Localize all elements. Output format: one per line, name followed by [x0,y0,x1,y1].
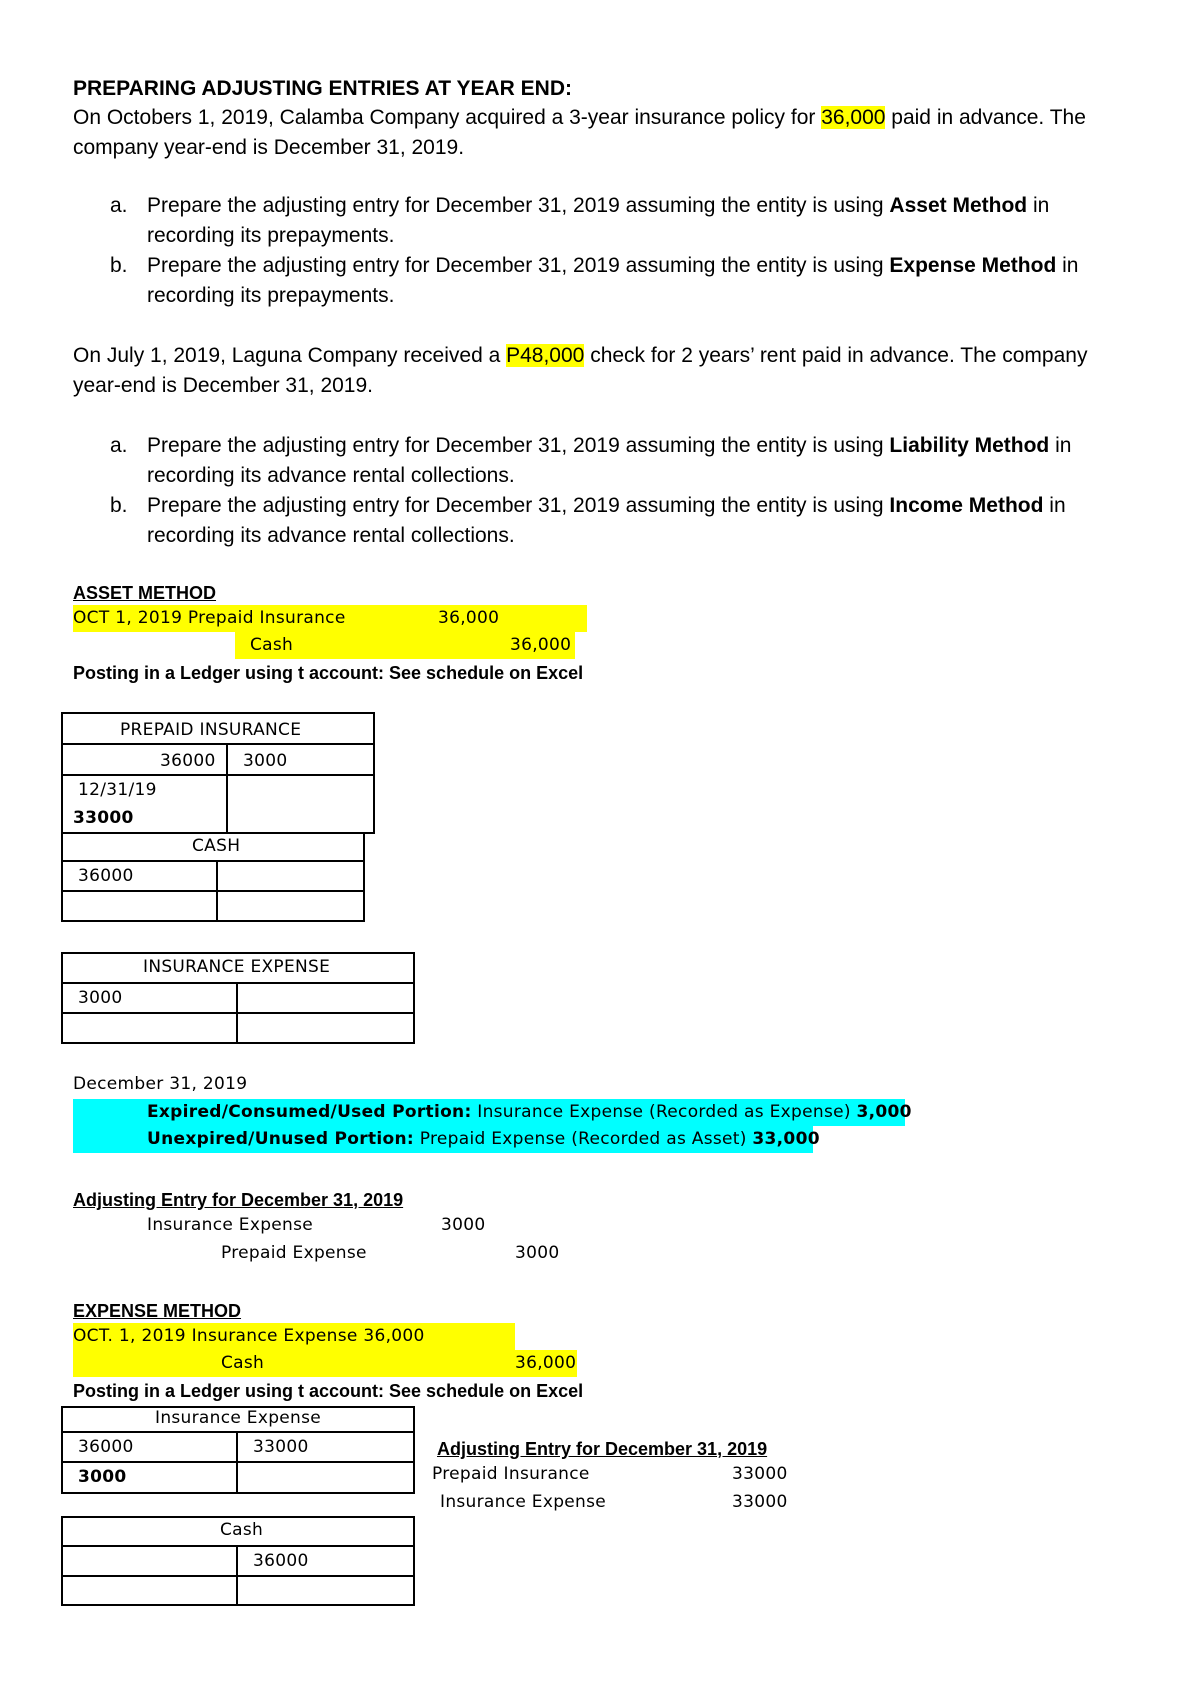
t-account-balance: 33000 [73,808,134,828]
divider [61,1461,415,1463]
list-marker: a. [110,434,128,457]
item-text-end: in [1056,254,1079,277]
t-account-date: 12/31/19 [78,780,157,800]
list-marker: b. [110,494,128,517]
list-item [147,251,1078,281]
adjusting-entry-heading: Adjusting Entry for December 31, 2019 [437,1439,768,1459]
item-method: Income Method [889,494,1044,517]
journal-entry-debit: OCT 1, 2019 Prepaid Insurance [73,608,346,628]
item-text: Prepare the adjusting entry for December 31, 2019 assuming the entity is using [147,254,890,277]
divider [61,890,365,892]
list-item-cont: recording its advance rental collections. [147,464,515,487]
journal-entry-credit: Cash [250,635,294,655]
item-text-end: in [1043,494,1066,517]
expired-label: Expired/Consumed/Used Portion: [147,1102,472,1122]
t-account-title: Insurance Expense [155,1408,322,1428]
journal-entry-debit-amount: 36,000 [438,608,500,628]
item-method: Liability Method [889,434,1050,457]
t-account-title: PREPAID INSURANCE [120,720,302,740]
expired-amount: 3,000 [856,1102,912,1122]
divider [61,860,365,862]
divider [61,743,375,745]
problem2-amount: P48,000 [506,344,585,367]
item-text-end: in [1049,434,1072,457]
divider [61,1545,415,1547]
t-account-credit: 36000 [253,1551,309,1571]
unexpired-text: Prepaid Expense (Recorded as Asset) [414,1129,753,1149]
journal-entry-credit: Cash [221,1353,265,1373]
adjusting-credit-account: Insurance Expense [440,1492,607,1512]
posting-note: Posting in a Ledger using t account: See schedule on Excel [73,663,584,683]
t-account-debit: 3000 [78,988,123,1008]
adjusting-entry-heading: Adjusting Entry for December 31, 2019 [73,1190,404,1210]
list-item-cont: recording its prepayments. [147,224,395,247]
t-account-title: INSURANCE EXPENSE [143,957,331,977]
t-account-credit: 3000 [243,751,288,771]
problem2-line2: year-end is December 31, 2019. [73,374,373,397]
item-text-end: in [1027,194,1050,217]
list-item [147,191,1049,221]
divider [216,860,218,922]
unexpired-portion [147,1129,820,1149]
posting-note: Posting in a Ledger using t account: See schedule on Excel [73,1381,584,1401]
unexpired-label: Unexpired/Unused Portion: [147,1129,414,1149]
t-account-title: Cash [220,1520,264,1540]
divider [236,1545,238,1606]
expired-text: Insurance Expense (Recorded as Expense) [471,1102,857,1122]
asset-method-heading: ASSET METHOD [73,583,217,603]
expired-portion [147,1102,912,1122]
journal-entry-credit-amount: 36,000 [515,1353,577,1373]
t-account-title: CASH [192,836,241,856]
problem1-line1 [73,103,1086,133]
adjusting-debit-amount: 3000 [441,1215,486,1235]
divider [61,774,375,776]
divider [226,743,228,834]
t-account-debit: 3000 [78,1467,127,1487]
item-method: Asset Method [889,194,1028,217]
problem1-amount: 36,000 [821,106,886,129]
problem1-text: On Octobers 1, 2019, Calamba Company acquired a 3-year insurance policy for [73,106,822,129]
divider [61,982,415,984]
item-method: Expense Method [889,254,1057,277]
list-item [147,491,1066,521]
item-text: Prepare the adjusting entry for December 31, 2019 assuming the entity is using [147,434,890,457]
problem1-line2: company year-end is December 31, 2019. [73,136,465,159]
list-item-cont: recording its prepayments. [147,284,395,307]
unexpired-amount: 33,000 [752,1129,820,1149]
adjusting-debit-account: Prepaid Insurance [432,1464,590,1484]
adjusting-debit-account: Insurance Expense [147,1215,314,1235]
adjusting-credit-amount: 3000 [515,1243,560,1263]
item-text: Prepare the adjusting entry for December 31, 2019 assuming the entity is using [147,494,890,517]
highlight-band [73,1350,577,1377]
divider [236,1431,238,1494]
journal-entry-debit: OCT. 1, 2019 Insurance Expense 36,000 [73,1326,425,1346]
adjusting-credit-account: Prepaid Expense [221,1243,367,1263]
adjusting-debit-amount: 33000 [732,1464,788,1484]
journal-entry-credit-amount: 36,000 [510,635,572,655]
t-account-credit: 33000 [253,1437,309,1457]
adjusting-credit-amount: 33000 [732,1492,788,1512]
list-marker: b. [110,254,128,277]
divider [61,1431,415,1433]
divider [61,1575,415,1577]
problem2-line1 [73,341,1087,371]
t-account-debit: 36000 [78,866,134,886]
item-text: Prepare the adjusting entry for December 31, 2019 assuming the entity is using [147,194,890,217]
t-account-debit: 36000 [160,751,216,771]
problem2-text-end: check for 2 years’ rent paid in advance. The company [584,344,1088,367]
list-item [147,431,1071,461]
expense-method-heading: EXPENSE METHOD [73,1301,242,1321]
t-account-debit: 36000 [78,1437,134,1457]
analysis-date: December 31, 2019 [73,1074,248,1094]
problem2-text: On July 1, 2019, Laguna Company received a [73,344,507,367]
page-title: PREPARING ADJUSTING ENTRIES AT YEAR END: [73,77,572,100]
divider [61,1012,415,1014]
list-item-cont: recording its advance rental collections. [147,524,515,547]
problem1-text-end: paid in advance. The [885,106,1086,129]
divider [236,982,238,1044]
list-marker: a. [110,194,128,217]
